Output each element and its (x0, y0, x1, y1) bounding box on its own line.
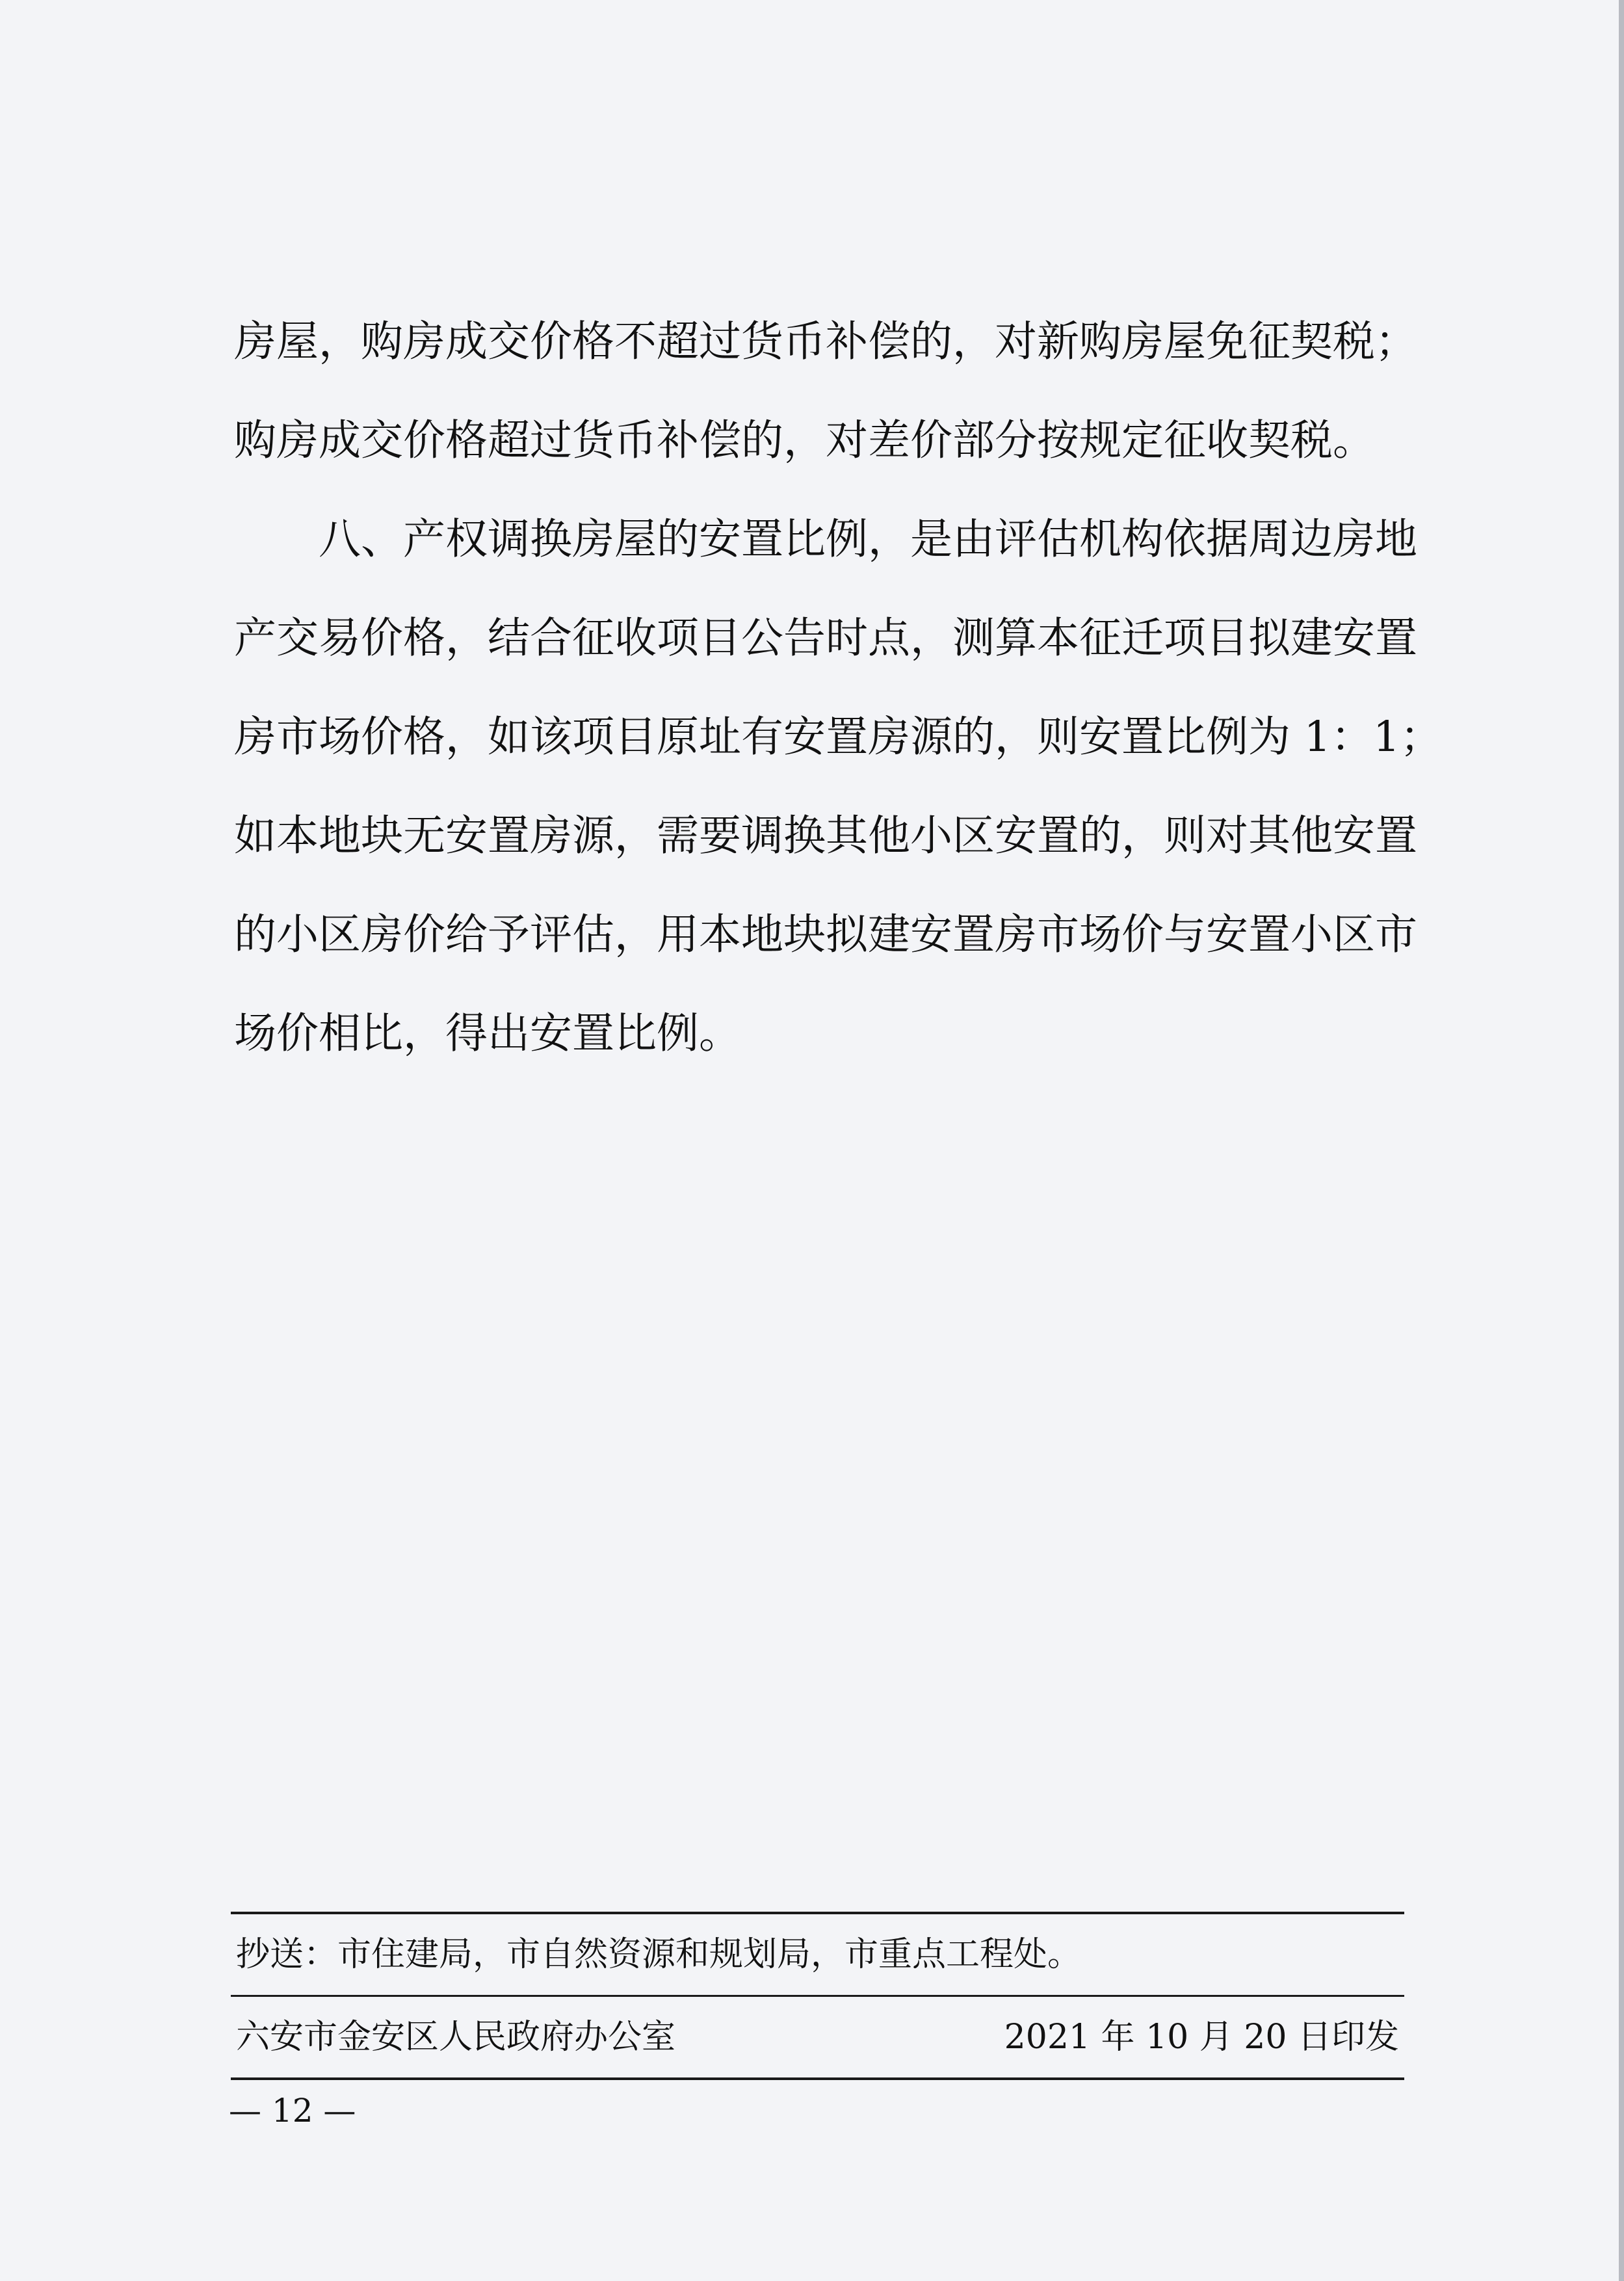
issue-date: 2021 年 10 月 20 日印发 (1004, 2018, 1399, 2057)
body-line: 房屋，购房成交价格不超过货币补偿的，对新购房屋免征契税； (234, 317, 1418, 366)
body-line: 产交易价格，结合征收项目公告时点，测算本征迁项目拟建安置 (234, 614, 1418, 663)
page-number: — 12 — (229, 2092, 356, 2129)
body-line: 场价相比，得出安置比例。 (234, 1009, 742, 1058)
body-line: 的小区房价给予评估，用本地块拟建安置房市场价与安置小区市 (234, 910, 1418, 959)
body-line: 如本地块无安置房源，需要调换其他小区安置的，则对其他安置 (234, 811, 1418, 860)
issue-line (231, 1997, 1404, 2077)
issuing-office: 六安市金安区人民政府办公室 (236, 2018, 676, 2057)
scan-edge (1619, 0, 1624, 2281)
document-body (234, 293, 1443, 1083)
body-line: 八、产权调换房屋的安置比例，是由评估机构依据周边房地 (319, 515, 1418, 564)
cc-line: 抄送：市住建局，市自然资源和规划局，市重点工程处。 (236, 1935, 1082, 1974)
document-footer (231, 1912, 1404, 2080)
body-line: 购房成交价格超过货币补偿的，对差价部分按规定征收契税。 (234, 416, 1376, 465)
body-line: 房市场价格，如该项目原址有安置房源的，则安置比例为 1：1； (234, 713, 1443, 761)
footer-bottom-rule (231, 2077, 1404, 2080)
